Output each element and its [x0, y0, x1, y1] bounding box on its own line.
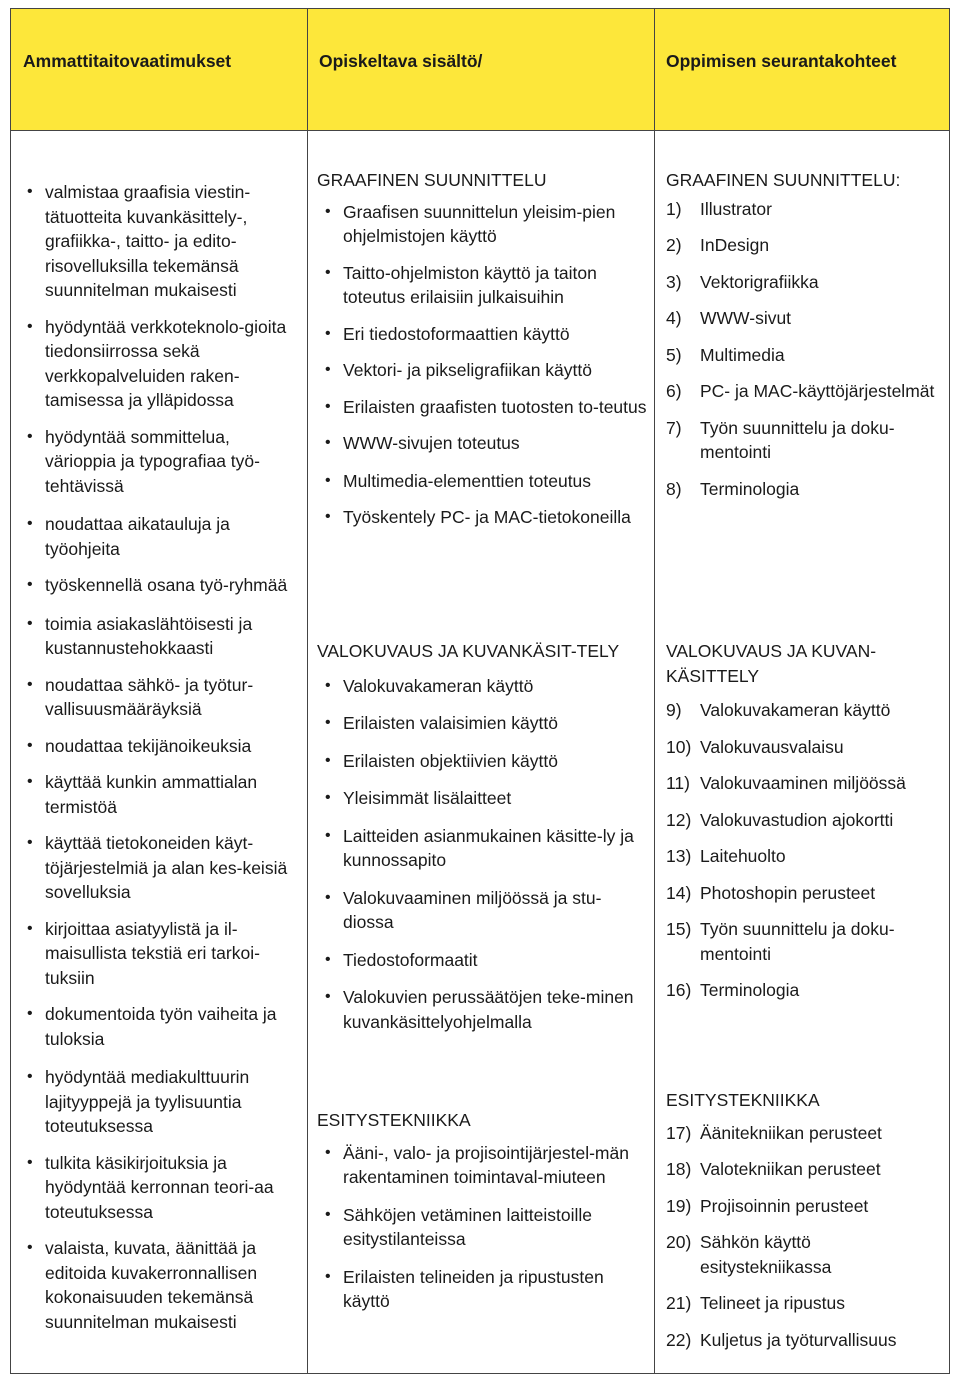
- item-number: 9): [666, 700, 682, 720]
- item-text: Sähkön käyttö esitystekniikassa: [700, 1232, 832, 1277]
- list-item: [666, 379, 941, 404]
- list-item: • noudattaa aikatauluja ja työohjeita: [19, 512, 301, 561]
- header-content: Opiskeltava sisältö/: [319, 51, 483, 71]
- list-item: • kirjoittaa asiatyylistä ja il-maisullista tekstiä eri tarkoi-tuksiin: [19, 917, 301, 991]
- item-text: Terminologia: [700, 980, 800, 1000]
- header-tracking: Oppimisen seurantakohteet: [666, 51, 897, 71]
- section-title: VALOKUVAUS JA KUVAN-KÄSITTELY: [666, 641, 877, 686]
- item-number: 13): [666, 846, 692, 866]
- list-item: • Valokuvien perussäätöjen teke-minen kuvankäsittelyohjelmalla: [317, 985, 647, 1034]
- list-item: • toimia asiakaslähtöisesti ja kustannustehokkaasti: [19, 612, 301, 661]
- list-item: • työskennellä osana työ-ryhmää: [19, 573, 301, 598]
- list-item: • WWW-sivujen toteutus: [317, 431, 647, 456]
- section-title: GRAAFINEN SUUNNITTELU:: [666, 170, 901, 190]
- list-item: [666, 1291, 941, 1316]
- tracking-list: [666, 197, 941, 502]
- item-text: Valotekniikan perusteet: [700, 1159, 881, 1179]
- list-item: [666, 477, 941, 502]
- list-item: [666, 844, 941, 869]
- list-item: [666, 1121, 941, 1146]
- list-item: [666, 698, 941, 723]
- list-item: [666, 233, 941, 258]
- list-item: • Multimedia-elementtien toteutus: [317, 469, 647, 494]
- item-number: 2): [666, 235, 682, 255]
- list-item: [666, 978, 941, 1003]
- item-number: 1): [666, 198, 682, 219]
- item-number: 15): [666, 919, 692, 939]
- column-divider: [654, 9, 655, 1373]
- list-item: • käyttää kunkin ammattialan termistöä: [19, 770, 301, 819]
- section-title: ESITYSTEKNIIKKA: [666, 1090, 820, 1110]
- list-item: • Erilaisten valaisimien käyttö: [317, 711, 647, 736]
- list-item: • tulkita käsikirjoituksia ja hyödyntää kerronnan teori-aa toteutuksessa: [19, 1151, 301, 1225]
- item-text: Työn suunnittelu ja doku-mentointi: [700, 417, 895, 462]
- item-number: 19): [666, 1195, 692, 1216]
- column-divider: [307, 9, 308, 1373]
- list-item: • Valokuvakameran käyttö: [317, 674, 647, 699]
- curriculum-table: [10, 8, 950, 1374]
- content-section-graphic-design: [317, 168, 647, 542]
- item-text: Laitehuolto: [700, 846, 786, 866]
- item-text: Terminologia: [700, 478, 800, 499]
- list-item: • hyödyntää sommittelua, värioppia ja typografiaa työ-tehtävissä: [19, 425, 301, 499]
- list-item: • dokumentoida työn vaiheita ja tuloksia: [19, 1002, 301, 1051]
- list-item: • Eri tiedostoformaattien käyttö: [317, 322, 647, 347]
- tracking-section-presentation-tech: [666, 1088, 941, 1364]
- requirements-list: [19, 180, 301, 1334]
- list-item: [666, 1157, 941, 1182]
- tracking-list: [666, 1121, 941, 1353]
- list-item: • Graafisen suunnittelun yleisim-pien ohjelmistojen käyttö: [317, 200, 647, 249]
- list-item: • Vektori- ja pikseligrafiikan käyttö: [317, 358, 647, 383]
- item-number: 10): [666, 736, 692, 757]
- list-item: • valmistaa graafisia viestin-tätuotteita kuvankäsittely-, grafiikka-, taitto- ja edito-risovelluksilla tekemänsä suunnitelman mukaisesti: [19, 180, 301, 303]
- list-item: • Tiedostoformaatit: [317, 948, 647, 973]
- list-item: • Erilaisten graafisten tuotosten to-teutus: [317, 395, 647, 420]
- list-item: • Sähköjen vetäminen laitteistoille esitystilanteissa: [317, 1203, 647, 1252]
- item-text: Vektorigrafiikka: [700, 271, 819, 292]
- section-title: ESITYSTEKNIIKKA: [317, 1110, 471, 1130]
- item-number: 14): [666, 882, 692, 903]
- item-text: Valokuvausvalaisu: [700, 736, 844, 757]
- list-item: • käyttää tietokoneiden käyt-töjärjestelmiä ja alan kes-keisiä sovelluksia: [19, 831, 301, 905]
- content-list: [317, 1141, 647, 1314]
- item-number: 6): [666, 381, 682, 401]
- item-text: Projisoinnin perusteet: [700, 1195, 869, 1216]
- item-number: 17): [666, 1122, 692, 1143]
- list-item: [666, 735, 941, 760]
- item-text: Valokuvakameran käyttö: [700, 700, 891, 720]
- item-number: 21): [666, 1293, 692, 1313]
- item-number: 4): [666, 308, 682, 328]
- list-item: [666, 1328, 941, 1353]
- list-item: • Valokuvaaminen miljöössä ja stu-diossa: [317, 886, 647, 935]
- list-item: [666, 1230, 941, 1279]
- item-number: 22): [666, 1329, 692, 1350]
- list-item: [666, 808, 941, 833]
- section-title: GRAAFINEN SUUNNITTELU: [317, 170, 547, 190]
- list-item: • noudattaa tekijänoikeuksia: [19, 734, 301, 759]
- list-item: • Ääni-, valo- ja projisointijärjestel-män rakentaminen toimintaval-miuteen: [317, 1141, 647, 1190]
- item-number: 7): [666, 417, 682, 438]
- list-item: • Erilaisten objektiivien käyttö: [317, 749, 647, 774]
- content-list: [317, 200, 647, 530]
- item-text: Työn suunnittelu ja doku-mentointi: [700, 919, 895, 964]
- list-item: [666, 917, 941, 966]
- item-number: 8): [666, 478, 682, 499]
- list-item: [666, 771, 941, 796]
- list-item: • Taitto-ohjelmiston käyttö ja taiton toteutus erilaisiin julkaisuihin: [317, 261, 647, 310]
- header-requirements: Ammattitaitovaatimukset: [23, 51, 232, 71]
- list-item: [666, 306, 941, 331]
- list-item: [666, 343, 941, 368]
- item-text: PC- ja MAC-käyttöjärjestelmät: [700, 381, 935, 401]
- list-item: • Yleisimmät lisälaitteet: [317, 786, 647, 811]
- list-item: [666, 881, 941, 906]
- item-text: Kuljetus ja työturvallisuus: [700, 1329, 897, 1350]
- content-section-presentation-tech: [317, 1108, 647, 1327]
- item-number: 18): [666, 1159, 692, 1179]
- list-item: • Työskentely PC- ja MAC-tietokoneilla: [317, 505, 647, 530]
- list-item: • noudattaa sähkö- ja työtur-vallisuusmääräyksiä: [19, 673, 301, 722]
- content-list: [317, 674, 647, 1035]
- list-item: • Erilaisten telineiden ja ripustusten käyttö: [317, 1265, 647, 1314]
- item-number: 11): [666, 773, 690, 793]
- item-text: WWW-sivut: [700, 308, 792, 328]
- item-text: Valokuvastudion ajokortti: [700, 809, 894, 830]
- item-text: Telineet ja ripustus: [700, 1293, 845, 1313]
- item-text: Äänitekniikan perusteet: [700, 1122, 882, 1143]
- tracking-list: [666, 698, 941, 1003]
- item-number: 16): [666, 980, 692, 1000]
- requirements-column: [19, 131, 301, 1346]
- list-item: [666, 416, 941, 465]
- item-text: InDesign: [700, 235, 770, 255]
- item-number: 3): [666, 271, 682, 292]
- item-number: 12): [666, 809, 692, 830]
- item-text: Multimedia: [700, 344, 785, 365]
- table-header-row: [11, 9, 949, 131]
- section-title: VALOKUVAUS JA KUVANKÄSIT-TELY: [317, 641, 620, 661]
- list-item: • hyödyntää verkkoteknolo-gioita tiedonsiirrossa sekä verkkopalveluiden raken-tamisessa ja ylläpidossa: [19, 315, 301, 413]
- list-item: • valaista, kuvata, äänittää ja editoida kuvakerronnallisen kokonaisuuden tekemänsä suunnitelman mukaisesti: [19, 1236, 301, 1334]
- list-item: [666, 197, 941, 222]
- list-item: [666, 270, 941, 295]
- item-text: Valokuvaaminen miljöössä: [700, 773, 906, 793]
- tracking-section-graphic-design: [666, 168, 941, 513]
- list-item: • Laitteiden asianmukainen käsitte-ly ja kunnossapito: [317, 824, 647, 873]
- list-item: • hyödyntää mediakulttuurin lajityyppejä ja tyylisuuntia toteutuksessa: [19, 1065, 301, 1139]
- item-text: Photoshopin perusteet: [700, 882, 876, 903]
- content-section-photography: [317, 639, 647, 1047]
- item-number: 20): [666, 1232, 692, 1252]
- item-number: 5): [666, 344, 682, 365]
- item-text: Illustrator: [700, 198, 772, 219]
- tracking-section-photography: [666, 639, 941, 1015]
- list-item: [666, 1194, 941, 1219]
